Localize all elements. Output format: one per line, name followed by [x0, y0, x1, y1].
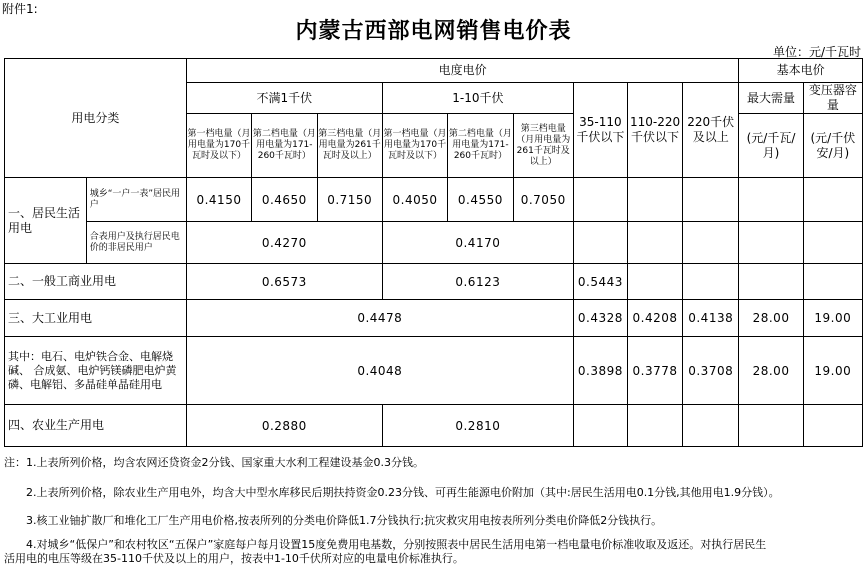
- max-demand-unit: (元/千瓦/月): [739, 114, 803, 178]
- tier1-header: 第一档电量（月用电量为170千瓦时及以下）: [186, 114, 251, 178]
- empty-cell: [803, 264, 862, 300]
- empty-cell: [627, 405, 682, 447]
- under-1kv-header: 不满1千伏: [186, 83, 382, 114]
- 220kv-header: 220千伏及以上: [683, 83, 739, 178]
- 110-220kv-header: 110-220千伏以下: [627, 83, 682, 178]
- table-cell: 0.5443: [573, 264, 627, 300]
- residential-sub2-label: 合表用户及执行居民电价的非居民用户: [86, 222, 186, 264]
- category-header: 用电分类: [5, 59, 187, 178]
- page-title: 内蒙古西部电网销售电价表: [295, 18, 572, 44]
- table-cell: 19.00: [803, 300, 862, 337]
- table-cell: 0.4550: [448, 178, 513, 222]
- note-3: 3.核工业铀扩散厂和堆化工厂生产用电价格,按表所列的分类电价降低1.7分钱执行;抗灾救灾用电按表所列分类电价降低2分钱执行。: [26, 514, 663, 527]
- table-cell: 0.2880: [186, 405, 382, 447]
- empty-cell: [739, 405, 803, 447]
- table-cell: 0.4270: [186, 222, 382, 264]
- table-cell: 0.7150: [317, 178, 382, 222]
- empty-cell: [739, 222, 803, 264]
- table-cell: 28.00: [739, 300, 803, 337]
- tier3-header: 第三档电量（月用电量为261千瓦时及以上）: [317, 114, 382, 178]
- table-cell: 0.4050: [382, 178, 447, 222]
- price-table: [4, 58, 863, 447]
- empty-cell: [803, 405, 862, 447]
- table-cell: 0.6573: [186, 264, 382, 300]
- table-cell: 0.6123: [382, 264, 573, 300]
- empty-cell: [683, 178, 739, 222]
- note-2: 2.上表所列价格，除农业生产用电外，均含大中型水库移民后期扶持资金0.23分钱、可再生能源电价附加（其中:居民生活用电0.1分钱,其他用电1.9分钱）。: [26, 486, 780, 499]
- empty-cell: [683, 405, 739, 447]
- 1-10kv-header: 1-10千伏: [382, 83, 573, 114]
- unit-label: 单位：元/千瓦时: [772, 45, 861, 59]
- table-cell: 0.4138: [683, 300, 739, 337]
- basic-price-header: 基本电价: [739, 59, 863, 83]
- empty-cell: [739, 264, 803, 300]
- table-cell: 28.00: [739, 337, 803, 405]
- commercial-label: 二、一般工商业用电: [5, 264, 187, 300]
- attachment-label: 附件1:: [2, 2, 38, 16]
- empty-cell: [683, 222, 739, 264]
- empty-cell: [683, 264, 739, 300]
- empty-cell: [573, 222, 627, 264]
- transformer-unit: (元/千伏安/月): [803, 114, 862, 178]
- empty-cell: [627, 264, 682, 300]
- table-cell: 0.4650: [252, 178, 317, 222]
- empty-cell: [803, 222, 862, 264]
- residential-label: 一、居民生活用电: [5, 178, 87, 264]
- max-demand-header: 最大需量: [739, 83, 803, 114]
- table-cell: 0.2810: [382, 405, 573, 447]
- table-cell: 0.4478: [186, 300, 573, 337]
- transformer-capacity-header: 变压器容量: [803, 83, 862, 114]
- table-cell: 0.4170: [382, 222, 573, 264]
- table-cell: 0.4048: [186, 337, 573, 405]
- table-cell: 0.4208: [627, 300, 682, 337]
- table-cell: 0.3708: [683, 337, 739, 405]
- note-1: 注：1.上表所列价格，均含农网还贷资金2分钱、国家重大水利工程建设基金0.3分钱。: [4, 456, 424, 469]
- empty-cell: [803, 178, 862, 222]
- table-cell: 0.4328: [573, 300, 627, 337]
- tier2-header: 第二档电量（月用电量为171-260千瓦时）: [252, 114, 317, 178]
- tier3-header: 第三档电量（月用电量为261千瓦时及以上）: [513, 114, 573, 178]
- tier1-header: 第一档电量（月用电量为170千瓦时及以下）: [382, 114, 447, 178]
- agriculture-label: 四、农业生产用电: [5, 405, 187, 447]
- industrial-label: 三、大工业用电: [5, 300, 187, 337]
- table-cell: 19.00: [803, 337, 862, 405]
- empty-cell: [573, 178, 627, 222]
- empty-cell: [573, 405, 627, 447]
- residential-sub1-label: 城乡“一户一表”居民用户: [86, 178, 186, 222]
- empty-cell: [739, 178, 803, 222]
- empty-cell: [627, 178, 682, 222]
- table-cell: 0.4150: [186, 178, 251, 222]
- energy-price-header: 电度电价: [186, 59, 739, 83]
- table-cell: 0.3778: [627, 337, 682, 405]
- 35-110kv-header: 35-110千伏以下: [573, 83, 627, 178]
- note-4: 4.对城乡“低保户”和农村牧区“五保户”家庭每户每月设置15度免费用电基数，分别按照表中居民生活用电第一档电量电价标准收取及返还。对执行居民生: [26, 538, 767, 551]
- tier2-header: 第二档电量（月用电量为171-260千瓦时）: [448, 114, 513, 178]
- empty-cell: [627, 222, 682, 264]
- table-cell: 0.7050: [513, 178, 573, 222]
- table-cell: 0.3898: [573, 337, 627, 405]
- among-label: 其中：电石、电炉铁合金、电解烧碱、 合成氨、电炉钙镁磷肥电炉黄磷、电解铝、多晶硅单晶硅用电: [5, 337, 187, 405]
- note-4-continued: 活用电的电压等级在35-110千伏及以上的用户，按表中1-10千伏所对应的电量电价标准执行。: [4, 552, 464, 565]
